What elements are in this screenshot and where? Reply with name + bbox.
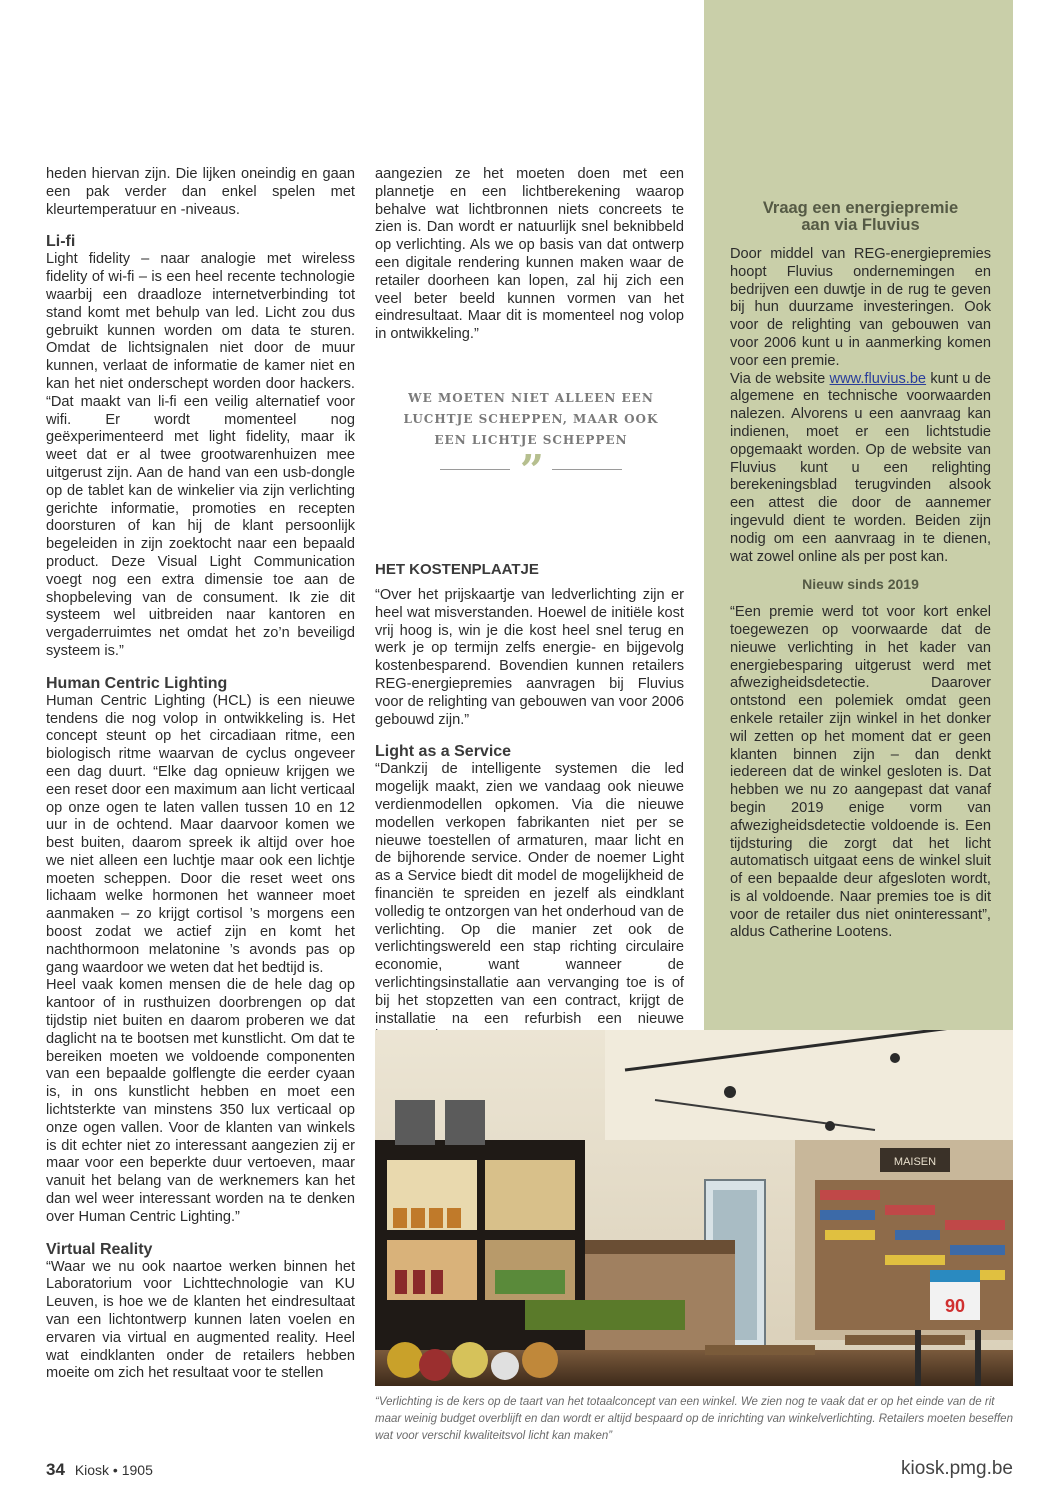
shop-interior-photo bbox=[375, 1030, 1013, 1386]
sidebar-p2-pre: Via de website bbox=[730, 370, 830, 387]
pull-quote-rule-right bbox=[552, 469, 622, 470]
heading-kostenplaatje: HET KOSTENPLAATJE bbox=[375, 560, 539, 578]
paragraph-light-as-a-service bbox=[375, 761, 684, 1046]
shop-sign-text: MAISEN bbox=[893, 1156, 937, 1168]
paragraph-vr-continued: aangezien ze het moeten doen met een plannetje en een lichtberekening waarop behalve wat lichtbronnen niets concreets te zien is. Dan wordt er natuurlijk snel beknibbeld op verlichting. Als we op basis van dat ontwerp een digitale rendering kunnen maken waar de retailer doorheen kan lopen, zal hij zich een veel beter beeld kunnen vormen van het eindresultaat. Maar dit is momenteel nog volop in ontwikkeling.” bbox=[375, 166, 684, 343]
sidebar-paragraph-2 bbox=[730, 371, 991, 567]
page-number: 34 bbox=[46, 1460, 65, 1479]
heading-virtual-reality: Virtual Reality bbox=[46, 1240, 153, 1258]
footer-website[interactable]: kiosk.pmg.be bbox=[901, 1458, 1013, 1479]
sidebar-title-line-2: aan via Fluvius bbox=[801, 216, 920, 234]
laas-text: “Dankzij de intelligente systemen die led mogelijk maakt, zien we vandaag ook nieuwe verdienmodellen opkomen. Via die nieuwe modellen verkopen fabrikanten niet per se nieuwe toestellen of armaturen, maar licht en de bijhorende service. Onder de noemer Light as a Service biedt dit model de mogelijkheid de financiën te spreiden en jezelf als eindklant volledig te ontzorgen van het onderhoud van de verlichting. Op die manier zet ook de verlichtingswereld een stap richting circulaire economie, want wanneer de verlichtingsinstallatie aan vervanging toe is of bij het stopzetten van een contract, krijgt de installatie na een refurbish een nieuwe bbox=[375, 761, 684, 1027]
sidebar-p2-post: kunt u de algemene en technische voorwaarden nalezen. Alvorens u een aanvraag kan indienen, moet er een lichtstudie opgemaakt worden. Op de website van Fluvius kunt u een relighting berekeningsblad terugvinden alsook een attest die door de aannemer ingevuld dient te worden. Beiden zijn nodig om een aanvraag in te dienen, wat zowel online als per post kan. bbox=[730, 370, 991, 565]
heading-hcl: Human Centric Lighting bbox=[46, 674, 228, 692]
heading-lifi: Li-fi bbox=[46, 233, 76, 251]
shop-interior-illustration bbox=[375, 1030, 1013, 1386]
sidebar-paragraph-1: Door middel van REG-energiepremies hoopt Fluvius ondernemingen en bedrijven een duwtje in de rug te geven bij hun duurzame investeringen. Ook voor de relighting van gebouwen van voor 2006 kunt u in aanmerking komen voor een premie. bbox=[730, 246, 991, 369]
sidebar-title bbox=[730, 200, 991, 234]
sidebar-content bbox=[730, 200, 991, 942]
paragraph-lifi: Light fidelity – naar analogie met wireless fidelity of wi-fi – is een heel recente technologie waarbij een draadloze internetverbinding tot stand komt met behulp van led. Licht zou dus gebruikt kunnen worden om data te sturen. Omdat de lichtsignalen niet door de muur kunnen, verlaat de informatie de kamer niet en kan het niet onderschept worden door hackers. “Dat maakt van li-fi een veilig alternatief voor wifi. Er wordt momenteel nog geëxperimenteerd met light fidelity, maar ik weet dat er al twee grootwarenhuizen mee uitgerust zijn. Aan de hand van een usb-dongle op de tablet kan de winkelier via zijn verlichting gerichte informatie, promoties en recepten doorsturen of kan hij de klant persoonlijk begeleiden in zijn zoektocht naar een bepaald product. Deze Visual Light Communication voegt nog een extra dimensie toe aan de shopbeleving van de consument. Ik zie dit systeem wel uitbreiden naar kantoren en vergaderruimtes net omdat het zo’n beveiligd systeem is.” bbox=[46, 251, 355, 659]
article-column-2 bbox=[375, 166, 684, 1046]
paragraph-intro-continued: heden hiervan zijn. Die lijken oneindig en gaan een pak verder dan enkel spelen met kleurtemperatuur en -niveaus. bbox=[46, 166, 355, 218]
paragraph-hcl-1: Human Centric Lighting (HCL) is een nieuwe tendens die nog volop in ontwikkeling is. Het concept steunt op het circadiaan ritme, een biologisch ritme waarvan de cyclus ongeveer een dag duurt. “Elke dag opnieuw krijgen we een reset door een maximum aan licht verticaal op onze ogen te laten vallen tussen 10 en 12 uur in de ochtend. Maar daarvoor komen we best buiten, daarom spreek ik altijd over hoe we niet alleen een luchtje maar ook een lichtje moeten scheppen. Door die reset weet ons lichaam welke hormonen het wanneer moet aanmaken – zo krijgt cortisol ’s morgens een boost zodat we actief zijn en komt het nachthormoon melatonine ’s avonds pas op gang waardoor we weten dat het bedtijd is. bbox=[46, 692, 355, 976]
promo-number: 90 bbox=[944, 1296, 966, 1316]
fluvius-link[interactable]: www.fluvius.be bbox=[829, 370, 927, 387]
sidebar-box bbox=[704, 0, 1013, 1030]
pull-quote-text: WE MOETEN NIET ALLEEN EEN LUCHTJE SCHEPPEN, MAAR OOK EEN LICHTJE SCHEPPEN bbox=[403, 391, 659, 447]
pull-quote-rule-left bbox=[440, 469, 510, 470]
heading-light-as-a-service: Light as a Service bbox=[375, 743, 512, 761]
sidebar-paragraph-3: “Een premie werd tot voor kort enkel toegewezen op voorwaarde dat de nieuwe verlichting in het kader van energiebesparing uitgerust werd met afwezigheidsdetectie. Daarover ontstond een polemiek omdat geen enkele retailer zijn winkel in het donker wil zetten op het moment dat er geen klanten binnen zijn – dan denkt iedereen dat de winkel gesloten is. Dat hebben we nu zo aangepast dat vanaf begin 2019 enige vorm van afwezigheidsdetectie voldoende is. Een tijdsturing die zorgt dat het licht automatisch uitgaat eens de winkel sluit of een bepaalde deur afgesloten wordt, is al voldoende. Naar premies toe is dit voor de retailer dus niet oninteressant”, aldus Catherine Lootens. bbox=[730, 604, 991, 941]
pull-quote bbox=[388, 388, 674, 495]
footer-left bbox=[46, 1460, 153, 1480]
quote-mark-icon: ” bbox=[519, 446, 545, 495]
paragraph-hcl-2: Heel vaak komen mensen die de hele dag op kantoor of in rusthuizen doorbrengen op dat tijdstip niet buiten en daarom proberen we dat daglicht na te bootsen met kunstlicht. Om dat te bereiken moeten we voldoende componenten van een bepaalde golflengte die eerder cyaan is, in ons kunstlicht hebben en moet een lichtsterkte van minstens 350 lux verticaal op onze ogen vallen. Voor de klanten van winkels is dit echter niet zo interessant aangezien zij er maar voor een beperkte duur vertoeven, maar vanuit het belang van de werknemers kan het dan wel weer interessant worden na te denken over Human Centric Lighting.” bbox=[46, 977, 355, 1225]
magazine-issue: Kiosk • 1905 bbox=[74, 1462, 153, 1478]
photo-caption: “Verlichting is de kers op de taart van het totaalconcept van een winkel. We zien nog te vaak dat er op het einde van de rit maar weinig budget overblijft en dan wordt er altijd bespaard op de inrichting van winkelverlichting. Retailers moeten beseffen wat voor verschil kwaliteitsvol licht kan maken” bbox=[375, 1396, 1013, 1442]
article-column-1 bbox=[46, 166, 355, 1383]
paragraph-kostenplaatje: “Over het prijskaartje van ledverlichting zijn er heel wat misverstanden. Hoewel de initiële kost vrij hoog is, win je die kost heel snel terug en werk je op termijn zelfs energie- en bijgevolg kostenbesparend. Bovendien kunnen retailers REG-energiepremies aanvragen bij Fluvius voor de relighting van gebouwen van voor 2006 gebouwd zijn.” bbox=[375, 586, 684, 728]
sidebar-title-line-1: Vraag een energiepremie bbox=[762, 199, 959, 217]
paragraph-virtual-reality: “Waar we nu ook naartoe werken binnen het Laboratorium voor Lichttechnologie van KU Leuven, is hoe we de klanten het eindresultaat van een lichtontwerp kunnen laten voelen en ervaren via virtual en augmented reality. Heel wat eindklanten onder de retailers hebben moeite om zich het resultaat voor te stellen bbox=[46, 1258, 355, 1382]
sidebar-subtitle: Nieuw sinds 2019 bbox=[802, 576, 919, 593]
